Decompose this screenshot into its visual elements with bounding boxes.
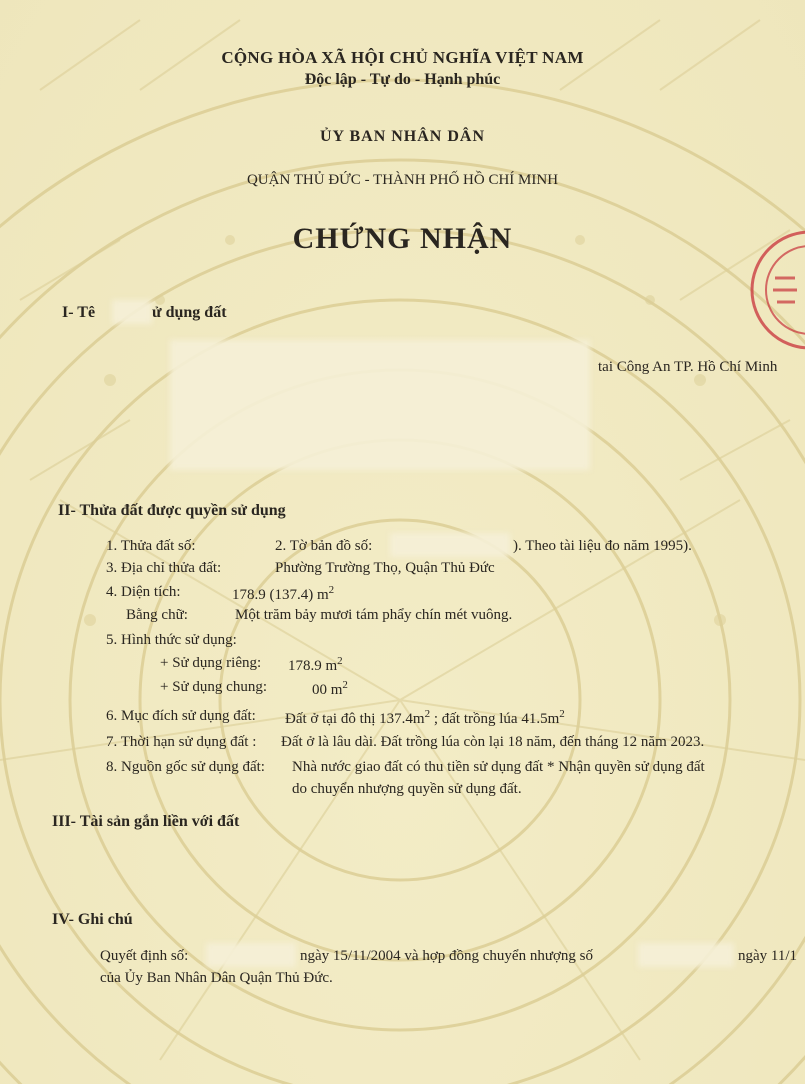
redacted-block xyxy=(638,943,734,967)
document-title: CHỨNG NHẬN xyxy=(292,222,513,255)
use-term-label: 7. Thời hạn sử dụng đất : xyxy=(106,734,257,750)
section-2-heading: II- Thửa đất được quyền sử dụng xyxy=(58,502,286,519)
common-use-label: + Sử dụng chung: xyxy=(160,679,268,695)
address-value: Phường Trường Thọ, Quận Thủ Đức xyxy=(275,560,495,576)
land-origin-value-2: do chuyển nhượng quyền sử dụng đất. xyxy=(292,781,522,797)
section-1-heading-start: I- Tê xyxy=(62,304,96,321)
land-purpose-label: 6. Mục đích sử dụng đất: xyxy=(106,708,256,724)
issuer-name: ỦY BAN NHÂN DÂN xyxy=(319,128,486,145)
land-origin-value-1: Nhà nước giao đất có thu tiền sử dụng đất * Nhận quyền sử dụng đất xyxy=(292,759,705,775)
area-value: 178.9 (137.4) $m^2$ xyxy=(232,584,335,603)
redacted-owner-block xyxy=(170,340,590,470)
issuing-authority: của Ủy Ban Nhân Dân Quận Thủ Đức. xyxy=(100,970,333,986)
private-use-value: 178.9 $m^2$ xyxy=(288,655,343,674)
national-motto: Độc lập - Tự do - Hạnh phúc xyxy=(304,71,501,88)
address-label: 3. Địa chỉ thửa đất: xyxy=(106,560,222,576)
id-issued-by: tai Công An TP. Hồ Chí Minh xyxy=(598,359,778,375)
common-use-value: 00 $m^2$ xyxy=(312,679,348,698)
section-1-heading-end: ử dụng đất xyxy=(152,304,227,321)
land-purpose-value: Đất ở tại đô thị $137.4m^2$ ; đất trồng lúa $41.5m^2$ xyxy=(285,708,565,727)
usage-form-label: 5. Hình thức sử dụng: xyxy=(106,632,237,648)
country-name: CỘNG HÒA XÃ HỘI CHỦ NGHĨA VIỆT NAM xyxy=(221,48,584,67)
use-term-value: Đất ở là lâu dài. Đất trồng lúa còn lại 18 năm, đến tháng 12 năm 2023. xyxy=(281,734,705,750)
decision-date: ngày 15/11/2004 và hợp đồng chuyển nhượng số xyxy=(300,948,593,964)
map-sheet-label: 2. Tờ bản đồ số: xyxy=(275,538,373,554)
redacted-block xyxy=(390,533,510,557)
parcel-number-label: 1. Thửa đất số: xyxy=(106,538,196,554)
land-origin-label: 8. Nguồn gốc sử dụng đất: xyxy=(106,759,265,775)
redacted-block xyxy=(206,943,296,967)
section-3-heading: III- Tài sản gắn liền với đất xyxy=(52,813,240,830)
redacted-block xyxy=(112,300,152,324)
in-words-value: Một trăm bảy mươi tám phẩy chín mét vuông. xyxy=(235,607,513,623)
issuer-district: QUẬN THỦ ĐỨC - THÀNH PHỐ HỒ CHÍ MINH xyxy=(246,172,559,188)
contract-date: ngày 11/1 xyxy=(738,948,798,964)
private-use-label: + Sử dụng riêng: xyxy=(160,655,262,671)
section-4-heading: IV- Ghi chú xyxy=(52,911,133,928)
decision-label: Quyết định số: xyxy=(100,948,189,964)
in-words-label: Bằng chữ: xyxy=(126,607,188,623)
survey-note: ). Theo tài liệu đo năm 1995). xyxy=(513,538,692,554)
area-label: 4. Diện tích: xyxy=(106,584,181,600)
